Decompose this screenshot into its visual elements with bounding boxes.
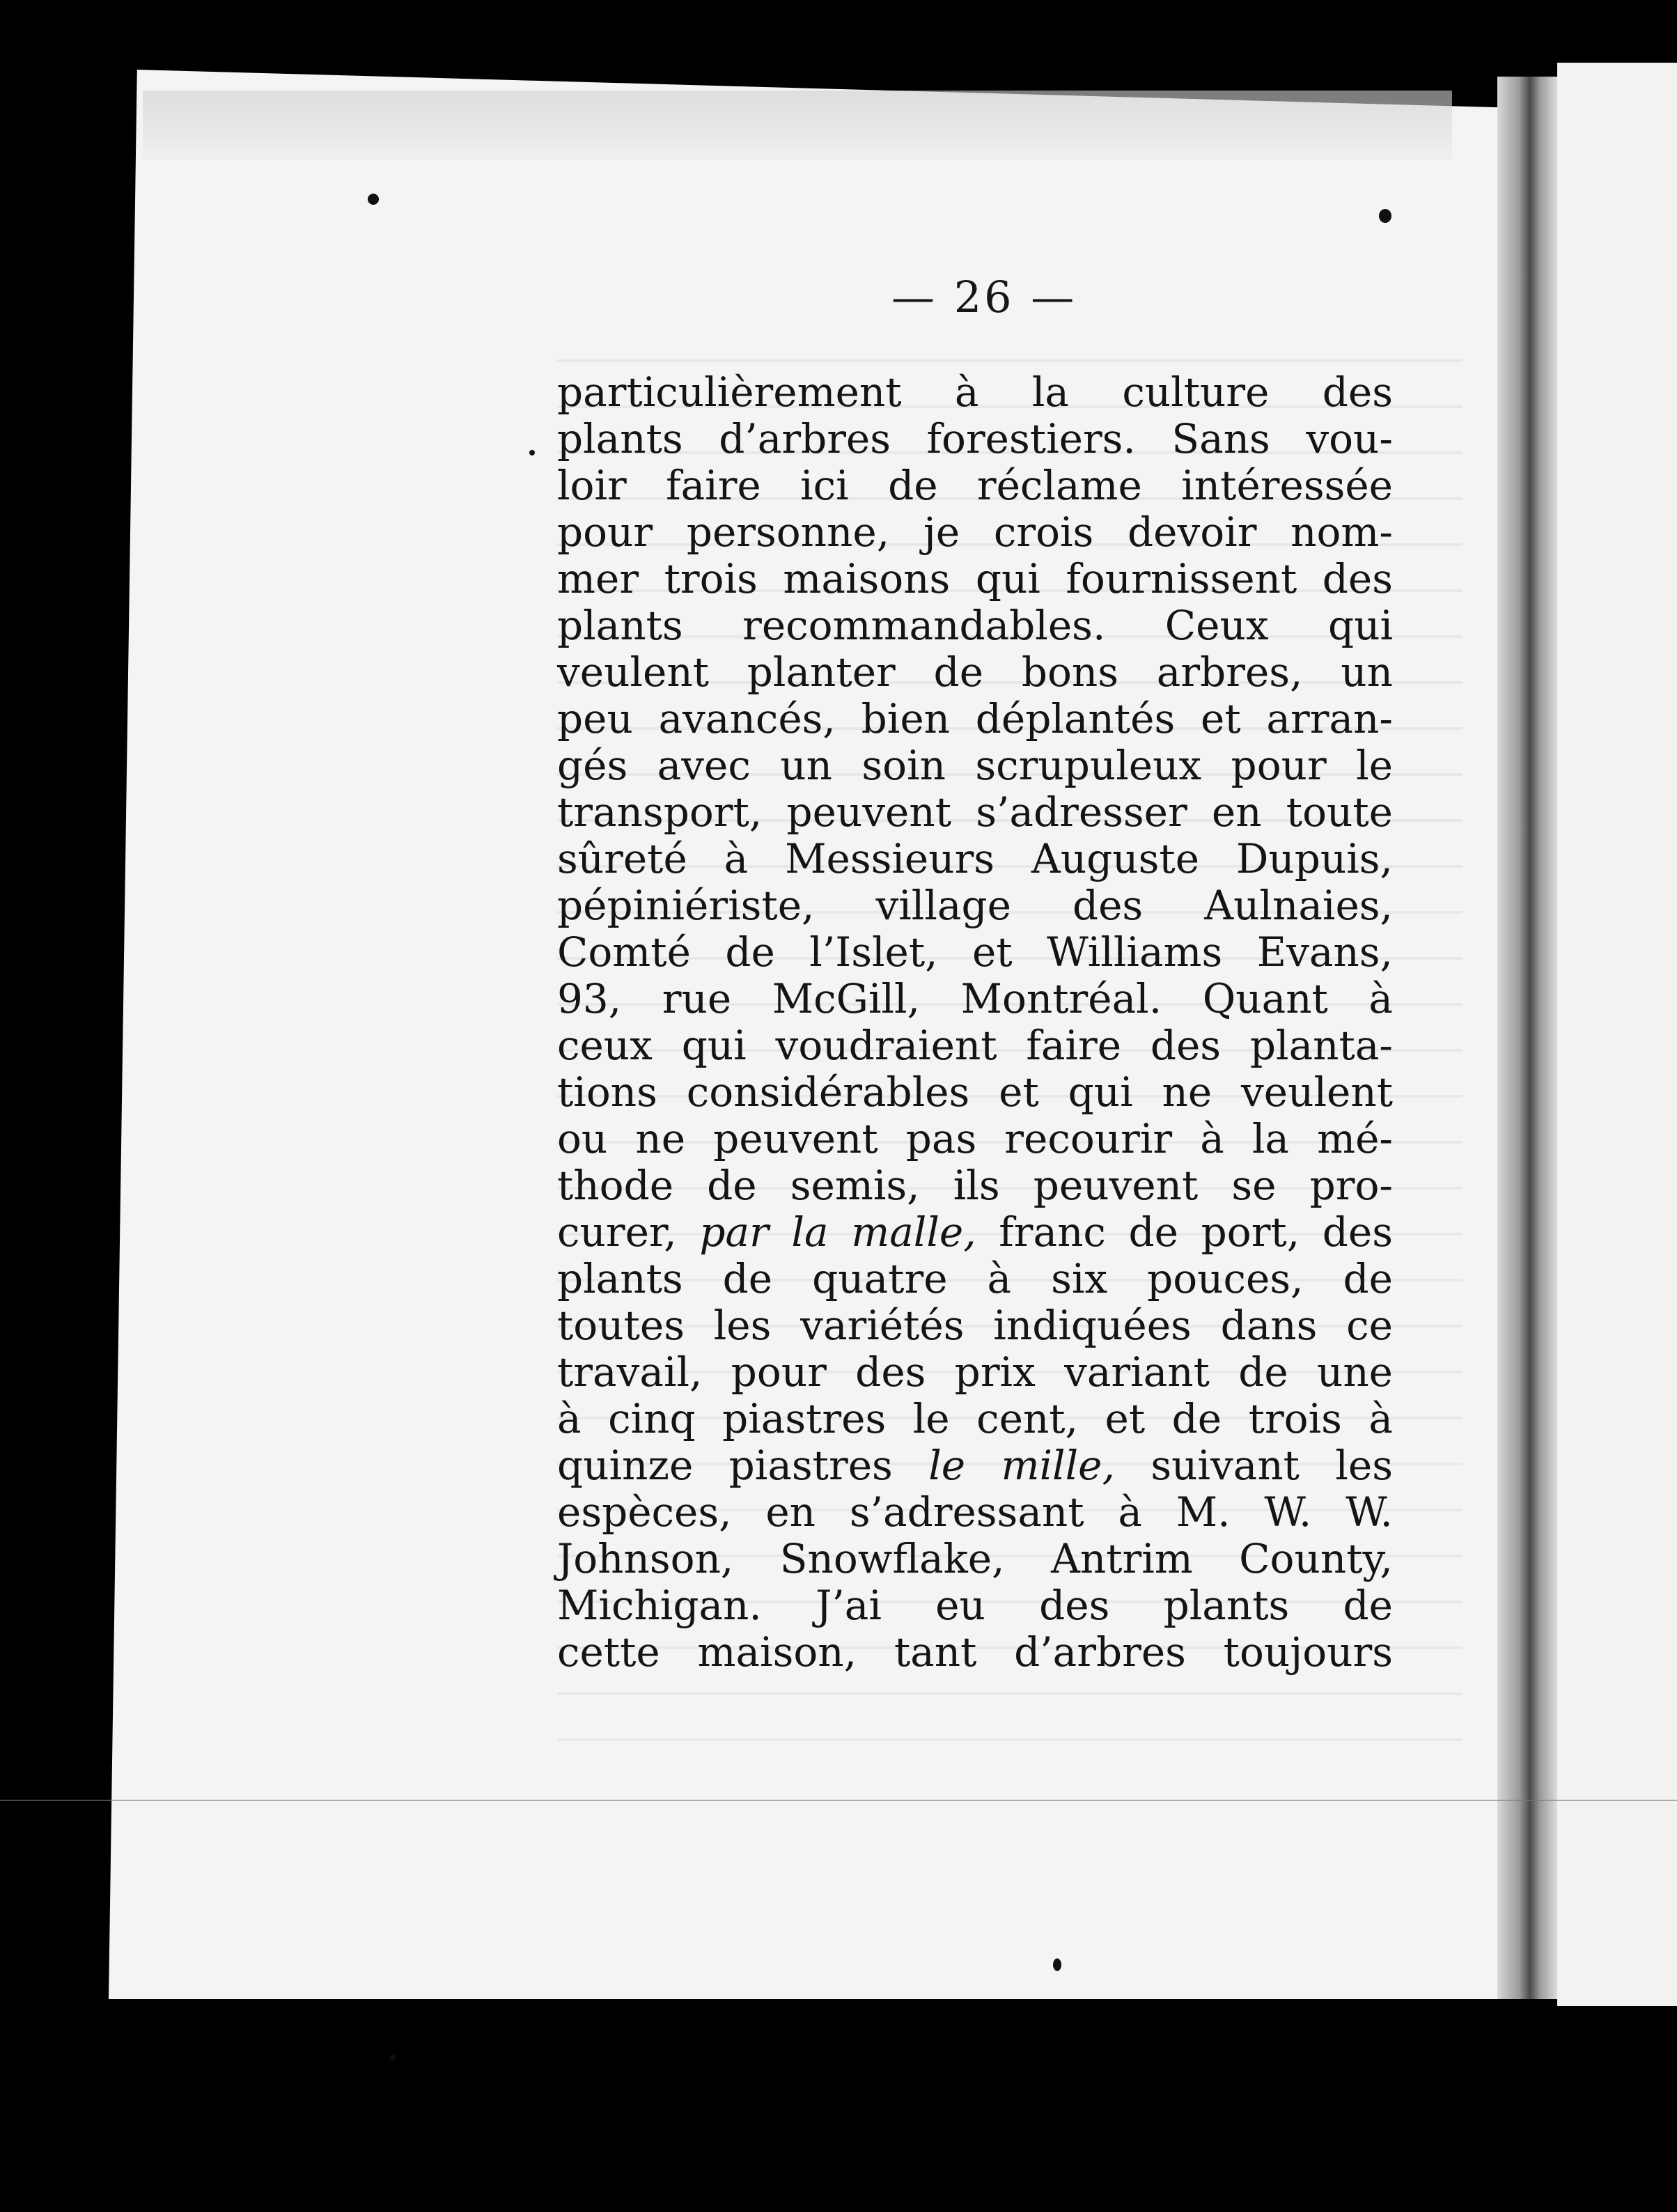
text-segment: curer,	[557, 1208, 677, 1256]
text-line: Johnson, Snowflake, Antrim County,	[557, 1535, 1393, 1582]
ink-speck	[1053, 1958, 1061, 1971]
text-line: espèces, en s’adressant à M. W. W.	[557, 1488, 1393, 1536]
text-line: sûreté à Messieurs Auguste Dupuis,	[557, 835, 1393, 882]
text-line: à cinq piastres le cent, et de trois à	[557, 1395, 1393, 1442]
text-line: loir faire ici de réclame intéressée	[557, 462, 1393, 509]
italic-phrase: par la malle,	[699, 1208, 976, 1256]
text-line: mer trois maisons qui fournissent des	[557, 555, 1393, 602]
text-line: ou ne peuvent pas recourir à la mé-	[557, 1115, 1393, 1162]
text-line: particulièrement à la culture des	[557, 368, 1393, 416]
text-line	[557, 1209, 1393, 1256]
text-segment: quinze piastres	[557, 1442, 893, 1489]
text-line: veulent planter de bons arbres, un	[557, 648, 1393, 696]
top-shadow	[143, 91, 1452, 160]
italic-phrase: le mille,	[928, 1442, 1115, 1489]
text-line: pour personne, je crois devoir nom-	[557, 508, 1393, 556]
page-number: — 26 —	[891, 272, 1077, 322]
text-segment: suivant les	[1150, 1442, 1394, 1489]
body-text	[557, 369, 1393, 1676]
text-line: pépiniériste, village des Aulnaies,	[557, 882, 1393, 929]
ink-speck	[368, 194, 379, 205]
page-gutter	[1497, 77, 1560, 1999]
text-line	[557, 1442, 1393, 1489]
text-line: toutes les variétés indiquées dans ce	[557, 1302, 1393, 1349]
scan-artifact-line	[0, 1800, 1677, 1801]
text-line: 93, rue McGill, Montréal. Quant à	[557, 975, 1393, 1022]
text-line: cette maison, tant d’arbres toujours	[557, 1628, 1393, 1676]
text-line: gés avec un soin scrupuleux pour le	[557, 742, 1393, 789]
text-line: plants de quatre à six pouces, de	[557, 1255, 1393, 1302]
text-line: Comté de l’Islet, et Williams Evans,	[557, 928, 1393, 976]
ink-speck	[1379, 209, 1391, 223]
ink-speck	[529, 450, 535, 455]
text-line: ceux qui voudraient faire des planta-	[557, 1022, 1393, 1069]
text-line: plants d’arbres forestiers. Sans vou-	[557, 415, 1393, 462]
text-segment: franc de port, des	[999, 1208, 1394, 1256]
ink-speck	[390, 2055, 396, 2060]
text-line: tions considérables et qui ne veulent	[557, 1068, 1393, 1116]
text-line: Michigan. J’ai eu des plants de	[557, 1582, 1393, 1629]
text-line: peu avancés, bien déplantés et arran-	[557, 695, 1393, 742]
text-line: travail, pour des prix variant de une	[557, 1348, 1393, 1396]
facing-page	[1557, 63, 1677, 2006]
text-line: transport, peuvent s’adresser en toute	[557, 788, 1393, 836]
text-line: thode de semis, ils peuvent se pro-	[557, 1162, 1393, 1209]
text-line: plants recommandables. Ceux qui	[557, 602, 1393, 649]
